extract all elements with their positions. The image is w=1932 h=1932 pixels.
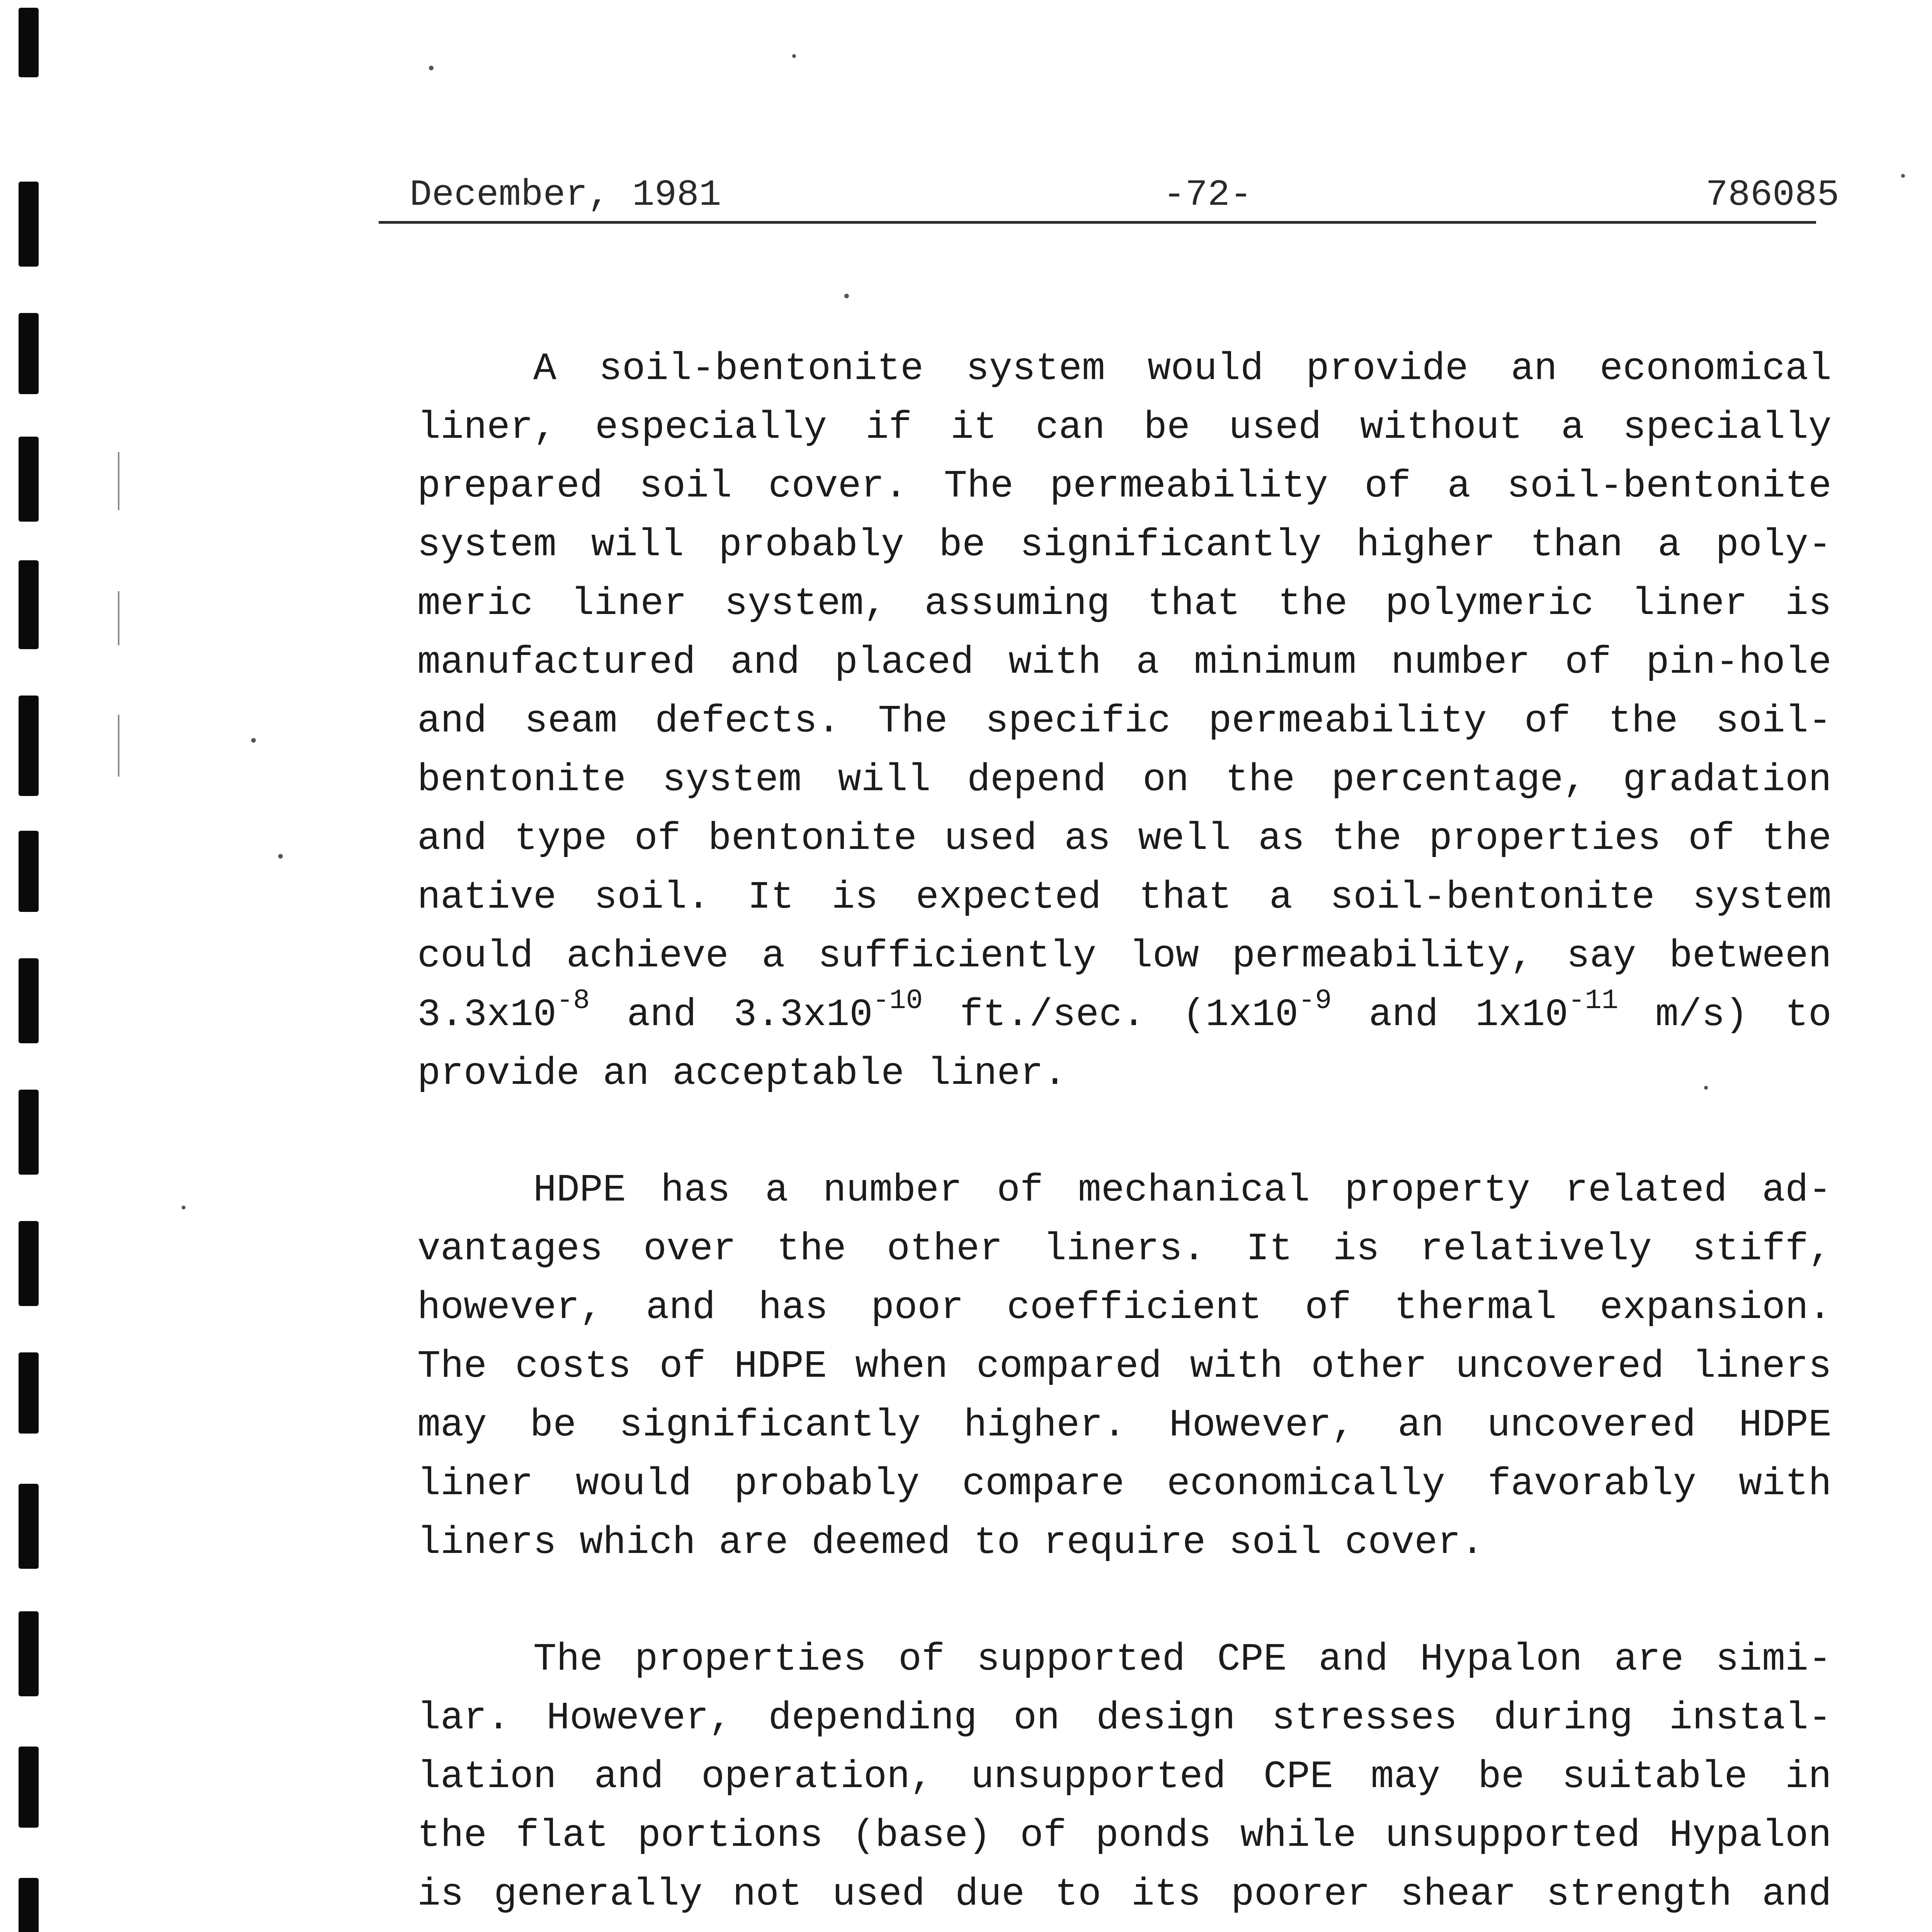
scan-speck [844, 294, 849, 298]
text-fragment: m/s) to [1618, 993, 1832, 1037]
text-line: could achieve a sufficiently low permeability, say between [417, 935, 1832, 978]
body-text [417, 340, 1832, 1932]
binding-mark [19, 1747, 39, 1828]
text-line: is generally not used due to its poorer shear strength and [417, 1873, 1832, 1917]
permeability-value: 3.3x10 [733, 993, 873, 1037]
paragraph-hdpe [417, 1162, 1832, 1573]
binding-mark [19, 831, 39, 912]
permeability-value: 1x10 [1475, 993, 1568, 1037]
scan-speck [251, 738, 256, 743]
text-fragment: ft./sec. ( [923, 993, 1206, 1037]
scan-artifact [118, 591, 119, 645]
text-line: lation and operation, unsupported CPE may be suitable in [417, 1755, 1832, 1799]
text-line: provide an acceptable liner. [417, 1052, 1067, 1096]
scan-speck [429, 66, 434, 70]
binding-mark [19, 1878, 39, 1932]
text-line: may be significantly higher. However, an uncovered HDPE [417, 1404, 1832, 1447]
text-fragment: and [1332, 993, 1476, 1037]
binding-marks [19, 0, 42, 1932]
header-doc-number: 786085 [1706, 174, 1839, 216]
permeability-value: 1x10 [1206, 993, 1299, 1037]
text-line: meric liner system, assuming that the polymeric liner is [417, 582, 1832, 626]
header-rule [379, 221, 1816, 224]
scan-speck [182, 1206, 185, 1209]
paragraph-soil-bentonite [417, 340, 1832, 1104]
binding-mark [19, 8, 39, 77]
exponent: -11 [1568, 985, 1619, 1017]
text-line: liner would probably compare economically favorably with [417, 1463, 1832, 1506]
text-line: prepared soil cover. The permeability of a soil-bentonite [417, 465, 1832, 509]
header-page-number: -72- [1163, 174, 1252, 216]
text-line: system will probably be significantly higher than a poly- [417, 524, 1832, 567]
binding-mark [19, 182, 39, 267]
binding-mark [19, 1090, 39, 1175]
scan-speck [1901, 174, 1905, 178]
permeability-range-line [417, 986, 1832, 1045]
text-line: HDPE has a number of mechanical property related ad- [533, 1169, 1832, 1213]
scan-artifact [118, 715, 119, 777]
binding-mark [19, 437, 39, 522]
binding-mark [19, 1352, 39, 1434]
binding-mark [19, 313, 39, 394]
text-line: the flat portions (base) of ponds while unsupported Hypalon [417, 1814, 1832, 1858]
header-date: December, 1981 [410, 174, 721, 216]
text-line: liners which are deemed to require soil cover. [417, 1521, 1484, 1565]
text-line: The properties of supported CPE and Hypalon are simi- [533, 1638, 1832, 1682]
exponent: -8 [556, 985, 590, 1017]
text-line: liner, especially if it can be used without a specially [417, 406, 1832, 450]
text-line: A soil-bentonite system would provide an economical [533, 347, 1832, 391]
text-line: native soil. It is expected that a soil-bentonite system [417, 876, 1832, 920]
text-line: and type of bentonite used as well as the properties of the [417, 817, 1832, 861]
binding-mark [19, 1221, 39, 1306]
scan-artifact [118, 452, 119, 510]
scan-speck [278, 854, 283, 859]
text-line: and seam defects. The specific permeability of the soil- [417, 700, 1832, 743]
binding-mark [19, 1484, 39, 1569]
permeability-value: 3.3x10 [417, 993, 557, 1037]
text-fragment: and [590, 993, 734, 1037]
exponent: -9 [1298, 985, 1332, 1017]
binding-mark [19, 958, 39, 1043]
text-line: bentonite system will depend on the percentage, gradation [417, 759, 1832, 802]
text-line: The costs of HDPE when compared with other uncovered liners [417, 1345, 1832, 1389]
binding-mark [19, 696, 39, 796]
page-header [379, 166, 1839, 224]
text-line: manufactured and placed with a minimum number of pin-hole [417, 641, 1832, 685]
paragraph-cpe-hypalon [417, 1631, 1832, 1932]
text-line: however, and has poor coefficient of thermal expansion. [417, 1286, 1832, 1330]
binding-mark [19, 1611, 39, 1696]
scan-speck [792, 54, 796, 58]
text-line: vantages over the other liners. It is relatively stiff, [417, 1228, 1832, 1271]
text-line: lar. However, depending on design stresses during instal- [417, 1697, 1832, 1740]
text-line [417, 1924, 1832, 1932]
exponent: -10 [872, 985, 923, 1017]
binding-mark [19, 560, 39, 649]
